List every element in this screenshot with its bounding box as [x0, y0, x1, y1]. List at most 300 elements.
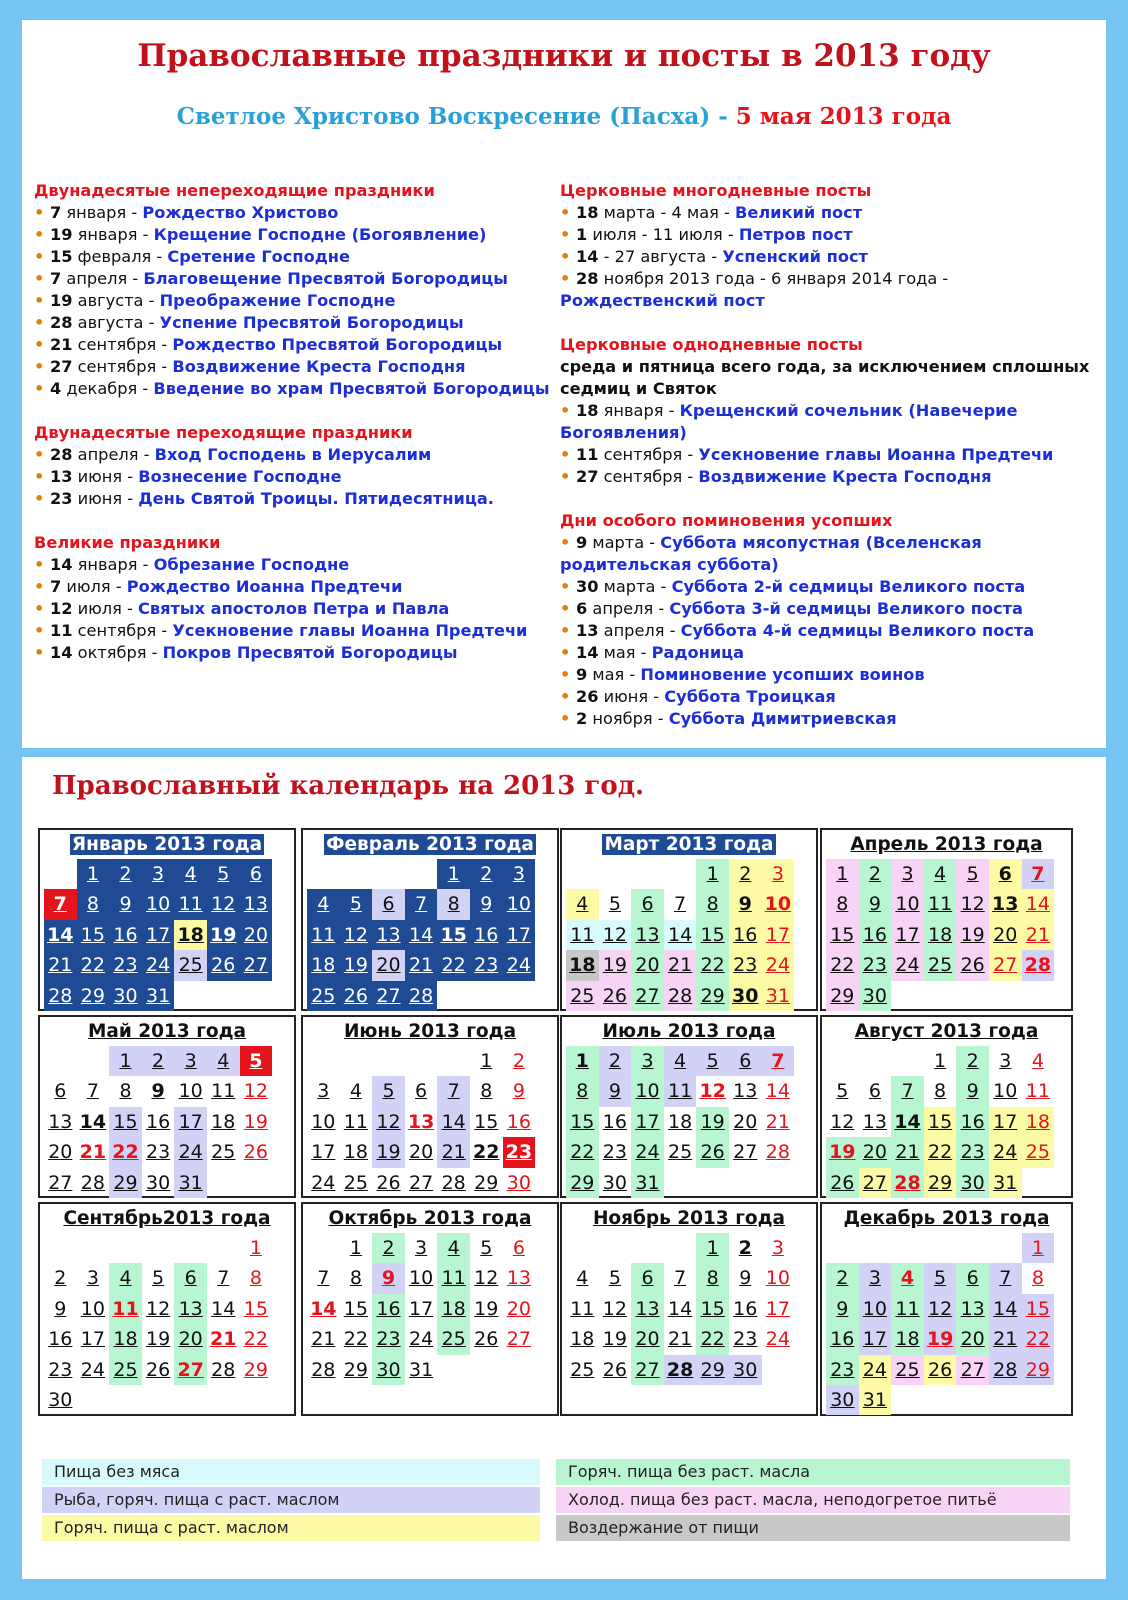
- item-name: Преображение Господне: [159, 291, 396, 310]
- day-cell: 3: [891, 859, 924, 889]
- empty-cell: [142, 1233, 175, 1263]
- item-day: 14: [575, 247, 599, 266]
- item-month: - 27 августа -: [598, 247, 723, 266]
- bullet-icon: •: [560, 621, 576, 640]
- day-cell: 18: [307, 950, 340, 980]
- day-cell: 31: [174, 1168, 207, 1198]
- day-cell: 30: [145, 1171, 171, 1194]
- day-cell: 15: [566, 1107, 599, 1137]
- day-cell: 4: [1031, 1050, 1044, 1072]
- empty-cell: [891, 1046, 924, 1076]
- day-cell: 8: [696, 889, 729, 919]
- day-cell: 23: [733, 1328, 758, 1351]
- day-cell: 29: [826, 981, 859, 1011]
- list-item: [560, 246, 1100, 268]
- day-cell: 7: [317, 1267, 330, 1290]
- day-cell: 19: [956, 920, 989, 950]
- day-cell: 28: [1022, 950, 1055, 980]
- day-cell: 28: [441, 1171, 466, 1194]
- day-cell: 2: [599, 1046, 632, 1076]
- holidays-panel: [22, 20, 1106, 748]
- empty-cell: [989, 1233, 1022, 1263]
- day-cell: 3: [86, 1267, 99, 1290]
- item-name: Рождество Пресвятой Богородицы: [172, 335, 503, 354]
- day-cell: 2: [109, 859, 142, 889]
- day-cell: 7: [674, 1267, 687, 1290]
- day-cell: 31: [859, 1385, 892, 1415]
- day-cell: 4: [576, 1267, 589, 1290]
- day-cell: 26: [207, 950, 240, 980]
- day-cell: 20: [48, 1141, 73, 1164]
- bullet-icon: •: [34, 379, 50, 398]
- day-cell: 22: [826, 950, 859, 980]
- month-day-grid: [826, 1046, 1071, 1198]
- day-cell: 15: [474, 1110, 499, 1133]
- day-cell: 5: [340, 889, 373, 919]
- day-cell: 14: [667, 1297, 693, 1320]
- day-cell: 2: [512, 1050, 525, 1072]
- day-cell: 9: [826, 1294, 859, 1324]
- day-cell: 25: [174, 950, 207, 980]
- item-month: сентября -: [598, 445, 699, 464]
- day-cell: 10: [891, 889, 924, 919]
- day-cell: 31: [989, 1168, 1022, 1198]
- day-cell: 4: [924, 859, 957, 889]
- bullet-icon: •: [34, 335, 50, 354]
- day-cell: 12: [207, 889, 240, 919]
- day-cell: 8: [249, 1267, 262, 1290]
- day-cell: 19: [826, 1137, 859, 1167]
- day-cell: 14: [989, 1294, 1022, 1324]
- bullet-icon: •: [560, 687, 576, 706]
- day-cell: 16: [145, 1110, 171, 1133]
- fasts-column: [560, 180, 1100, 752]
- list-item: [560, 466, 1100, 488]
- day-cell: 23: [729, 950, 762, 980]
- day-cell: 27: [372, 981, 405, 1011]
- day-cell: 13: [956, 1294, 989, 1324]
- day-cell: 28: [211, 1358, 236, 1381]
- day-cell: 5: [372, 1076, 405, 1106]
- day-cell: 21: [311, 1328, 336, 1351]
- empty-cell: [340, 859, 373, 889]
- item-month: июля -: [72, 599, 139, 618]
- empty-cell: [307, 1233, 340, 1263]
- day-cell: 19: [145, 1328, 171, 1351]
- day-cell: 6: [54, 1080, 67, 1103]
- empty-cell: [437, 1046, 470, 1076]
- day-cell: 9: [729, 889, 762, 919]
- month-block: [560, 1202, 818, 1416]
- item-month: марта -: [587, 533, 661, 552]
- bullet-icon: •: [560, 401, 576, 420]
- item-month: июля - 11 июля -: [587, 225, 739, 244]
- day-cell: 1: [480, 1050, 493, 1072]
- item-day: 15: [49, 247, 73, 266]
- calendar-title: Православный календарь на 2013 год.: [52, 771, 645, 801]
- month-title-text: Январь 2013 года: [71, 834, 263, 855]
- day-cell: 5: [480, 1237, 493, 1259]
- day-cell: 27: [631, 1355, 664, 1385]
- month-day-grid: [566, 1046, 816, 1198]
- holidays-column: [34, 180, 554, 686]
- empty-cell: [307, 1046, 340, 1076]
- list-item: [34, 642, 554, 664]
- list-item: [560, 686, 1100, 708]
- day-cell: 23: [145, 1141, 171, 1164]
- item-day: 23: [49, 489, 73, 508]
- item-month: ноября -: [587, 709, 669, 728]
- item-name: Воздвижение Креста Господня: [172, 357, 466, 376]
- day-cell: 4: [307, 889, 340, 919]
- day-cell: 6: [868, 1080, 881, 1103]
- day-cell: 29: [77, 981, 110, 1011]
- month-day-grid: [44, 1046, 294, 1198]
- item-day: 12: [49, 599, 73, 618]
- day-cell: 23: [470, 950, 503, 980]
- month-day-grid: [307, 859, 557, 1011]
- day-cell: 29: [474, 1171, 499, 1194]
- day-cell: 28: [989, 1355, 1022, 1385]
- calendar-panel: [22, 757, 1106, 1579]
- day-cell: 27: [240, 950, 273, 980]
- day-cell: 16: [733, 1297, 758, 1320]
- day-cell: 7: [989, 1263, 1022, 1293]
- empty-cell: [307, 859, 340, 889]
- day-cell: 26: [602, 1358, 627, 1381]
- day-cell: 6: [989, 859, 1022, 889]
- item-day: 7: [49, 577, 62, 596]
- month-block: [38, 828, 296, 1011]
- day-cell: 24: [311, 1171, 336, 1194]
- day-cell: 30: [372, 1355, 405, 1385]
- month-title: [303, 1017, 557, 1046]
- item-month: января -: [598, 401, 680, 420]
- day-cell: 24: [631, 1137, 664, 1167]
- day-cell: 11: [174, 889, 207, 919]
- day-cell: 16: [826, 1324, 859, 1354]
- list-item: [34, 268, 554, 290]
- day-cell: 8: [696, 1263, 729, 1293]
- day-cell: 12: [924, 1294, 957, 1324]
- item-name: Рождество Иоанна Предтечи: [126, 577, 403, 596]
- day-cell: 19: [372, 1137, 405, 1167]
- list-item: [34, 202, 554, 224]
- day-cell: 17: [765, 1297, 790, 1320]
- day-cell: 6: [372, 889, 405, 919]
- day-cell: 12: [145, 1297, 171, 1320]
- day-cell: 1: [566, 1046, 599, 1076]
- day-cell: 2: [956, 1046, 989, 1076]
- day-cell: 1: [249, 1237, 262, 1259]
- day-cell: 18: [570, 1328, 595, 1351]
- month-title: [303, 1204, 557, 1233]
- empty-cell: [826, 1233, 859, 1263]
- day-cell: 22: [566, 1137, 599, 1167]
- day-cell: 21: [210, 1328, 237, 1351]
- day-cell: 12: [956, 889, 989, 919]
- item-name: Вознесение Господне: [138, 467, 342, 486]
- item-day: 28: [49, 445, 73, 464]
- empty-cell: [372, 859, 405, 889]
- item-month: марта - 4 мая -: [598, 203, 735, 222]
- day-cell: 11: [343, 1110, 368, 1133]
- day-cell: 24: [765, 1328, 790, 1351]
- day-cell: 21: [1022, 920, 1055, 950]
- month-title: [822, 1017, 1071, 1046]
- month-title: [562, 1204, 816, 1233]
- legend-item: Рыба, горяч. пища с раст. маслом: [42, 1487, 540, 1513]
- day-cell: 20: [372, 950, 405, 980]
- day-cell: 2: [470, 859, 503, 889]
- month-block: [38, 1202, 296, 1416]
- list-section: [34, 532, 554, 664]
- day-cell: 28: [664, 1355, 697, 1385]
- section-title: Великие праздники: [34, 533, 221, 552]
- day-cell: 13: [989, 889, 1022, 919]
- day-cell: 4: [891, 1263, 924, 1293]
- day-cell: 13: [407, 1110, 435, 1133]
- day-cell: 2: [859, 859, 892, 889]
- item-month: января -: [72, 225, 154, 244]
- bullet-icon: •: [34, 247, 50, 266]
- day-cell: 3: [503, 859, 536, 889]
- day-cell: 28: [891, 1168, 924, 1198]
- day-cell: 21: [667, 1328, 693, 1351]
- day-cell: 8: [934, 1080, 947, 1103]
- day-cell: 11: [924, 889, 957, 919]
- day-cell: 23: [859, 950, 892, 980]
- day-cell: 21: [44, 950, 77, 980]
- empty-cell: [405, 859, 438, 889]
- day-cell: 6: [956, 1263, 989, 1293]
- month-title: [40, 1017, 294, 1046]
- item-day: 27: [575, 467, 599, 486]
- day-cell: 14: [79, 1110, 107, 1133]
- day-cell: 28: [311, 1358, 336, 1381]
- item-month: апреля -: [587, 599, 670, 618]
- list-section: [34, 180, 554, 400]
- day-cell: 15: [343, 1297, 368, 1320]
- day-cell: 15: [696, 920, 729, 950]
- bullet-icon: •: [34, 599, 50, 618]
- bullet-icon: •: [560, 445, 576, 464]
- day-cell: 3: [999, 1050, 1012, 1072]
- day-cell: 4: [566, 889, 599, 919]
- day-cell: 30: [602, 1171, 627, 1194]
- day-cell: 20: [408, 1141, 434, 1164]
- bullet-icon: •: [34, 577, 50, 596]
- day-cell: 6: [729, 1046, 762, 1076]
- list-item: [34, 598, 554, 620]
- day-cell: 13: [631, 1294, 664, 1324]
- day-cell: 1: [826, 859, 859, 889]
- day-cell: 19: [207, 920, 240, 950]
- bullet-icon: •: [34, 269, 50, 288]
- day-cell: 1: [437, 859, 470, 889]
- month-day-grid: [826, 859, 1071, 1011]
- item-day: 14: [49, 555, 73, 574]
- day-cell: 22: [243, 1328, 268, 1351]
- bullet-icon: •: [560, 709, 576, 728]
- day-cell: 25: [307, 981, 340, 1011]
- day-cell: 25: [109, 1355, 142, 1385]
- day-cell: 24: [80, 1358, 105, 1381]
- item-day: 21: [49, 335, 73, 354]
- item-month: октября -: [72, 643, 163, 662]
- day-cell: 5: [956, 859, 989, 889]
- bullet-icon: •: [560, 533, 576, 552]
- day-cell: 18: [174, 920, 207, 950]
- list-section: [560, 334, 1100, 488]
- day-cell: 2: [372, 1233, 405, 1263]
- day-cell: 22: [1022, 1324, 1055, 1354]
- month-block: [301, 828, 559, 1011]
- day-cell: 11: [437, 1263, 470, 1293]
- item-day: 6: [575, 599, 588, 618]
- day-cell: 16: [956, 1107, 989, 1137]
- day-cell: 27: [48, 1171, 73, 1194]
- list-item: [560, 664, 1100, 686]
- day-cell: 6: [631, 889, 664, 919]
- day-cell: 1: [696, 1233, 729, 1263]
- day-cell: 12: [830, 1110, 855, 1133]
- day-cell: 7: [437, 1076, 470, 1106]
- day-cell: 25: [667, 1141, 693, 1164]
- day-cell: 27: [506, 1328, 531, 1351]
- day-cell: 19: [599, 950, 632, 980]
- day-cell: 30: [956, 1168, 989, 1198]
- day-cell: 11: [211, 1080, 236, 1103]
- day-cell: 27: [989, 950, 1022, 980]
- day-cell: 3: [415, 1237, 428, 1259]
- day-cell: 23: [372, 1324, 405, 1354]
- day-cell: 17: [80, 1328, 105, 1351]
- day-cell: 27: [859, 1168, 892, 1198]
- day-cell: 18: [211, 1110, 236, 1133]
- legend-item: Пища без мяса: [42, 1459, 540, 1485]
- day-cell: 16: [729, 920, 762, 950]
- day-cell: 6: [512, 1237, 525, 1259]
- list-item: [34, 576, 554, 598]
- section-title: Двунадесятые переходящие праздники: [34, 423, 413, 442]
- month-block: [560, 828, 818, 1011]
- day-cell: 6: [174, 1263, 207, 1293]
- day-cell: 30: [826, 1385, 859, 1415]
- empty-cell: [891, 1233, 924, 1263]
- item-month: августа -: [72, 291, 160, 310]
- bullet-icon: •: [560, 665, 576, 684]
- day-cell: 18: [343, 1141, 368, 1164]
- day-cell: 19: [696, 1107, 729, 1137]
- item-day: 7: [49, 203, 62, 222]
- day-cell: 22: [343, 1328, 368, 1351]
- day-cell: 2: [142, 1046, 175, 1076]
- day-cell: 15: [826, 920, 859, 950]
- day-cell: 13: [631, 920, 664, 950]
- day-cell: 30: [729, 1355, 762, 1385]
- item-name: Усекновение главы Иоанна Предтечи: [698, 445, 1054, 464]
- day-cell: 13: [862, 1110, 887, 1133]
- month-title: [822, 1204, 1071, 1233]
- day-cell: 11: [664, 1076, 697, 1106]
- day-cell: 10: [631, 1076, 664, 1106]
- day-cell: 9: [372, 1263, 405, 1293]
- month-block: [820, 828, 1073, 1011]
- day-cell: 20: [631, 950, 664, 980]
- list-item: [560, 268, 1100, 312]
- item-month: июня -: [72, 489, 139, 508]
- day-cell: 28: [765, 1141, 790, 1164]
- day-cell: 14: [211, 1297, 236, 1320]
- empty-cell: [109, 1233, 142, 1263]
- day-cell: 7: [674, 893, 687, 916]
- legend-item: Горяч. пища с раст. маслом: [42, 1515, 540, 1541]
- item-day: 30: [575, 577, 599, 596]
- easter-label: Светлое Христово Воскресение (Пасха) -: [176, 103, 728, 130]
- section-title: Двунадесятые непереходящие праздники: [34, 181, 435, 200]
- day-cell: 22: [696, 1324, 729, 1354]
- item-day: 28: [49, 313, 73, 332]
- day-cell: 16: [470, 920, 503, 950]
- day-cell: 7: [891, 1076, 924, 1106]
- bullet-icon: •: [34, 357, 50, 376]
- list-item: [34, 378, 554, 400]
- day-cell: 15: [109, 1107, 142, 1137]
- section-title: Дни особого поминовения усопших: [560, 511, 893, 530]
- day-cell: 30: [729, 981, 762, 1011]
- bullet-icon: •: [560, 577, 576, 596]
- page-title: Православные праздники и посты в 2013 году: [137, 38, 991, 74]
- day-cell: 20: [956, 1324, 989, 1354]
- legend-item: Холод. пища без раст. масла, неподогретое питьё: [556, 1487, 1070, 1513]
- day-cell: 25: [211, 1141, 236, 1164]
- item-name: Воздвижение Креста Господня: [698, 467, 992, 486]
- month-title-text: Июль 2013 года: [602, 1021, 776, 1042]
- day-cell: 11: [570, 1297, 595, 1320]
- item-name: Суббота мясопустная (Вселенская родительская суббота): [560, 533, 982, 574]
- day-cell: 12: [340, 920, 373, 950]
- day-cell: 29: [924, 1168, 957, 1198]
- day-cell: 4: [349, 1080, 362, 1103]
- day-cell: 15: [77, 920, 110, 950]
- day-cell: 24: [762, 950, 795, 980]
- day-cell: 18: [891, 1324, 924, 1354]
- day-cell: 16: [602, 1110, 627, 1133]
- list-item: [560, 642, 1100, 664]
- empty-cell: [859, 1233, 892, 1263]
- day-cell: 5: [836, 1080, 849, 1103]
- item-day: 7: [49, 269, 62, 288]
- section-title: Церковные многодневные посты: [560, 181, 872, 200]
- day-cell: 13: [372, 920, 405, 950]
- day-cell: 10: [859, 1294, 892, 1324]
- day-cell: 5: [608, 1267, 621, 1290]
- item-month: мая -: [587, 665, 641, 684]
- day-cell: 17: [859, 1324, 892, 1354]
- item-name: Суббота 2-й седмицы Великого поста: [671, 577, 1026, 596]
- day-cell: 26: [924, 1355, 957, 1385]
- day-cell: 17: [311, 1141, 336, 1164]
- day-cell: 16: [859, 920, 892, 950]
- easter-date: 5 мая 2013 года: [735, 103, 952, 130]
- list-section: [34, 422, 554, 510]
- day-cell: 9: [739, 1267, 752, 1290]
- day-cell: 17: [891, 920, 924, 950]
- day-cell: 14: [1022, 889, 1055, 919]
- day-cell: 19: [243, 1110, 268, 1133]
- list-item: [34, 290, 554, 312]
